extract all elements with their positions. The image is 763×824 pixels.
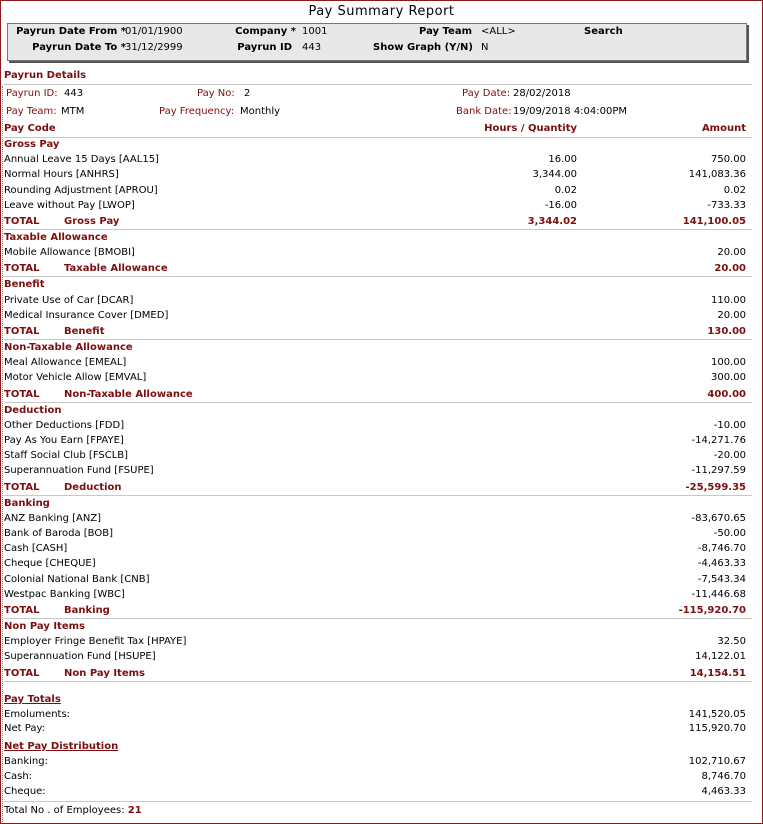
row-pay-code: Superannuation Fund [FSUPE] — [4, 465, 154, 477]
row-pay-code: Bank of Baroda [BOB] — [4, 528, 113, 539]
date-to-field[interactable]: 31/12/2999 — [125, 42, 183, 53]
row-amount: 141,083.36 — [688, 169, 746, 181]
distribution-row-amount: 8,746.70 — [701, 771, 746, 782]
date-from-label: Payrun Date From * — [16, 26, 126, 37]
row-amount: -20.00 — [713, 450, 746, 462]
row-hours: 3,344.00 — [532, 169, 577, 181]
row-pay-code: Private Use of Car [DCAR] — [4, 294, 134, 306]
company-label: Company * — [235, 26, 296, 37]
row-amount: -10.00 — [713, 419, 746, 431]
total-amount: 130.00 — [707, 326, 746, 337]
row-amount: -733.33 — [707, 199, 746, 211]
net-pay-distribution-heading: Net Pay Distribution — [4, 741, 119, 752]
row-hours: 0.02 — [554, 184, 577, 196]
detail-pay-date-label: Pay Date: — [462, 88, 511, 99]
total-amount: 400.00 — [707, 388, 746, 400]
row-amount: 300.00 — [711, 372, 746, 384]
divider — [4, 618, 752, 619]
show-graph-field[interactable]: N — [481, 42, 489, 53]
row-pay-code: Leave without Pay [LWOP] — [4, 199, 135, 211]
column-hours: Hours / Quantity — [484, 123, 577, 134]
pay-totals-row-label: Emoluments: — [4, 709, 71, 720]
divider — [4, 276, 752, 277]
row-amount: -50.00 — [713, 528, 746, 539]
row-pay-code: Pay As You Earn [FPAYE] — [4, 435, 124, 446]
row-pay-code: Superannuation Fund [HSUPE] — [4, 651, 156, 663]
section-heading: Banking — [4, 497, 50, 509]
divider — [4, 229, 752, 230]
total-amount: 20.00 — [714, 263, 746, 275]
report-title: Pay Summary Report — [308, 4, 455, 19]
total-amount: 14,154.51 — [689, 667, 746, 679]
date-to-label: Payrun Date To * — [32, 42, 126, 53]
divider — [4, 801, 752, 802]
row-pay-code: Colonial National Bank [CNB] — [4, 573, 150, 585]
pay-totals-heading: Pay Totals — [4, 694, 61, 705]
payrun-id-field[interactable]: 443 — [302, 42, 322, 53]
pay-totals-row-label: Net Pay: — [4, 723, 46, 734]
detail-pay-team-label: Pay Team: — [6, 106, 57, 117]
payrun-details-heading: Payrun Details — [4, 70, 87, 81]
row-pay-code: Staff Social Club [FSCLB] — [4, 450, 129, 462]
search-button[interactable]: Search — [584, 26, 623, 37]
total-amount: -25,599.35 — [685, 481, 746, 493]
section-heading: Deduction — [4, 404, 62, 416]
total-name: Gross Pay — [64, 216, 120, 227]
row-pay-code: Medical Insurance Cover [DMED] — [4, 309, 169, 321]
row-hours: -16.00 — [544, 199, 577, 211]
row-pay-code: Motor Vehicle Allow [EMVAL] — [4, 372, 147, 384]
divider — [4, 495, 752, 496]
total-amount: -115,920.70 — [678, 605, 746, 616]
date-from-field[interactable]: 01/01/1900 — [125, 26, 183, 37]
section-heading: Taxable Allowance — [4, 232, 108, 243]
row-pay-code: Westpac Banking [WBC] — [4, 588, 125, 600]
row-amount: 14,122.01 — [695, 651, 746, 663]
detail-pay-no-label: Pay No: — [197, 88, 235, 99]
pay-team-label: Pay Team — [419, 26, 472, 37]
row-amount: 0.02 — [723, 184, 746, 196]
detail-payrun-id-value: 443 — [64, 88, 84, 99]
pay-totals-row-amount: 141,520.05 — [688, 709, 746, 720]
detail-pay-frequency-value: Monthly — [240, 106, 281, 117]
section-heading: Benefit — [4, 279, 45, 291]
total-name: Benefit — [64, 326, 105, 337]
row-pay-code: Cash [CASH] — [4, 543, 68, 555]
distribution-row-label: Cheque: — [4, 786, 46, 797]
show-graph-label: Show Graph (Y/N) — [373, 42, 473, 53]
row-pay-code: ANZ Banking [ANZ] — [4, 512, 102, 524]
row-amount: -4,463.33 — [697, 558, 746, 570]
section-heading: Gross Pay — [4, 139, 60, 150]
total-label: TOTAL — [4, 263, 40, 275]
total-label: TOTAL — [4, 388, 40, 400]
total-label: TOTAL — [4, 326, 40, 337]
detail-bank-date-label: Bank Date: — [456, 106, 512, 117]
divider — [4, 84, 752, 85]
row-pay-code: Other Deductions [FDD] — [4, 419, 125, 431]
row-amount: -7,543.34 — [697, 573, 746, 585]
total-label: TOTAL — [4, 605, 40, 616]
divider — [4, 339, 752, 340]
row-amount: -83,670.65 — [691, 512, 746, 524]
total-name: Taxable Allowance — [64, 263, 168, 275]
row-amount: 20.00 — [717, 247, 746, 259]
total-label: TOTAL — [4, 481, 40, 493]
divider — [4, 137, 752, 138]
detail-bank-date-value: 19/09/2018 4:04:00PM — [513, 106, 628, 117]
column-pay-code: Pay Code — [4, 123, 56, 134]
pay-team-field[interactable]: <ALL> — [481, 26, 516, 37]
detail-pay-date-value: 28/02/2018 — [513, 88, 571, 99]
divider — [4, 681, 752, 682]
total-amount: 141,100.05 — [682, 216, 746, 227]
row-amount: -8,746.70 — [697, 543, 746, 555]
divider — [4, 402, 752, 403]
section-heading: Non Pay Items — [4, 621, 85, 632]
row-pay-code: Employer Fringe Benefit Tax [HPAYE] — [4, 636, 187, 648]
column-amount: Amount — [701, 123, 746, 134]
row-amount: 20.00 — [717, 309, 746, 321]
row-pay-code: Mobile Allowance [BMOBI] — [4, 247, 135, 259]
row-pay-code: Cheque [CHEQUE] — [4, 558, 96, 570]
distribution-row-label: Banking: — [4, 756, 48, 767]
detail-pay-frequency-label: Pay Frequency: — [159, 106, 235, 117]
distribution-row-amount: 102,710.67 — [688, 756, 746, 767]
row-amount: -14,271.76 — [691, 435, 746, 446]
row-hours: 16.00 — [548, 154, 577, 166]
row-pay-code: Normal Hours [ANHRS] — [4, 169, 119, 181]
parameter-panel — [7, 23, 747, 61]
employee-count-value: 21 — [127, 805, 142, 816]
total-name: Non Pay Items — [64, 667, 145, 679]
total-label: TOTAL — [4, 216, 40, 227]
row-amount: -11,297.59 — [691, 465, 746, 477]
distribution-row-label: Cash: — [4, 771, 33, 782]
payrun-id-label: Payrun ID — [237, 42, 292, 53]
total-name: Non-Taxable Allowance — [64, 388, 193, 400]
pay-totals-row-amount: 115,920.70 — [688, 723, 746, 734]
total-name: Deduction — [64, 481, 122, 493]
distribution-row-amount: 4,463.33 — [701, 786, 746, 797]
total-name: Banking — [64, 605, 110, 616]
row-pay-code: Annual Leave 15 Days [AAL15] — [4, 154, 159, 166]
section-heading: Non-Taxable Allowance — [4, 342, 133, 353]
row-amount: 750.00 — [711, 154, 746, 166]
row-pay-code: Meal Allowance [EMEAL] — [4, 357, 127, 369]
employee-count-label: Total No . of Employees: — [4, 805, 125, 816]
detail-payrun-id-label: Payrun ID: — [6, 88, 58, 99]
detail-pay-team-value: MTM — [61, 106, 85, 117]
company-field[interactable]: 1001 — [302, 26, 328, 37]
total-hours: 3,344.02 — [527, 216, 577, 227]
row-amount: 100.00 — [711, 357, 746, 369]
row-pay-code: Rounding Adjustment [APROU] — [4, 184, 158, 196]
row-amount: 110.00 — [711, 294, 746, 306]
row-amount: 32.50 — [717, 636, 746, 648]
total-label: TOTAL — [4, 667, 40, 679]
employee-count — [4, 805, 142, 816]
row-amount: -11,446.68 — [691, 588, 746, 600]
detail-pay-no-value: 2 — [244, 88, 251, 99]
